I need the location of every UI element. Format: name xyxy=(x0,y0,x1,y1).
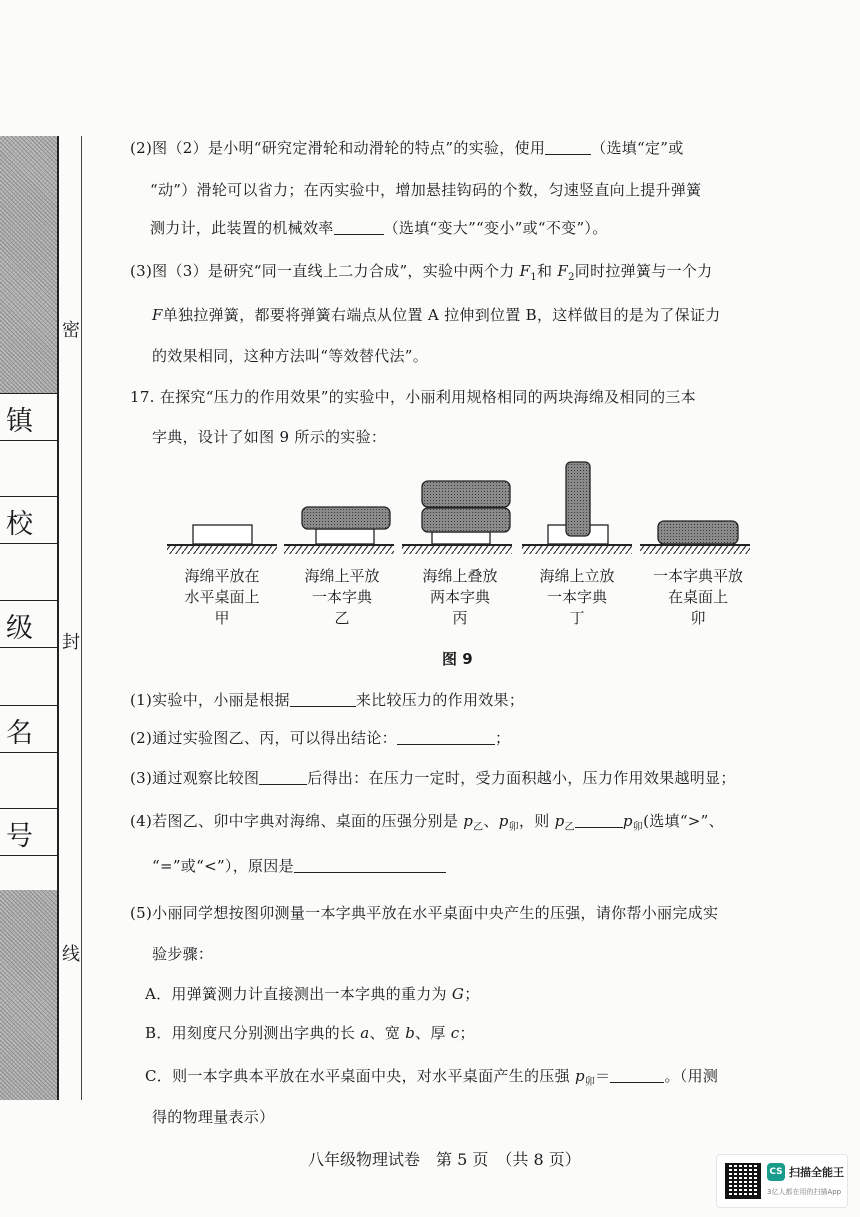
text: 测力计，此装置的机械效率 xyxy=(150,219,334,237)
text: (2)通过实验图乙、丙，可以得出结论： xyxy=(130,729,397,747)
binding-border-inner xyxy=(81,136,82,1100)
label-line: 海绵上平放 xyxy=(304,567,380,585)
q16-part2-line2: “动”）滑轮可以省力；在丙实验中，增加悬挂钩码的个数，匀速竖直向上提升弹簧 xyxy=(150,181,702,199)
field-label-school: 校 xyxy=(6,509,33,540)
text: ＝ xyxy=(595,1067,611,1085)
field-label-number: 号 xyxy=(6,821,33,852)
subscript: 卯 xyxy=(632,822,644,833)
text: (3)通过观察比较图 xyxy=(130,769,260,787)
panel-yi xyxy=(284,507,394,554)
var-p: p xyxy=(574,1067,585,1085)
q17-sub2 xyxy=(130,727,510,748)
qr-code-icon xyxy=(725,1163,761,1199)
figure-label-ding xyxy=(527,566,627,629)
field-label-town: 镇 xyxy=(6,406,33,437)
label-line: 水平桌面上 xyxy=(184,588,260,606)
label-line: 一本字典 xyxy=(546,588,607,606)
text: 、 xyxy=(483,812,499,830)
q17-step-c-line1 xyxy=(145,1065,718,1088)
text: （选填“变大”“变小”或“不变”）。 xyxy=(383,219,608,237)
field-label-class: 级 xyxy=(6,613,33,644)
figure-label-jia xyxy=(172,566,272,629)
q17-step-b xyxy=(145,1022,475,1043)
q16-part3-line2 xyxy=(152,304,721,325)
q17-sub4-line1 xyxy=(130,810,724,833)
q17-stem-line2: 字典，设计了如图 9 所示的实验： xyxy=(152,428,387,446)
label-line: 一本字典 xyxy=(311,588,372,606)
panel-bing xyxy=(402,481,512,554)
text: “=”或“<”），原因是 xyxy=(152,857,294,875)
q16-part3-line1 xyxy=(130,260,712,283)
subscript: 卯 xyxy=(584,1077,596,1088)
var-a: a xyxy=(360,1024,370,1042)
var-c: c xyxy=(450,1024,460,1042)
seal-char-feng: 封 xyxy=(62,632,80,653)
answer-blank[interactable] xyxy=(545,139,591,155)
subscript: 卯 xyxy=(508,822,519,833)
label-line: 海绵平放在 xyxy=(184,567,260,585)
label-line: 卯 xyxy=(690,609,706,627)
q17-sub4-line2 xyxy=(152,855,446,876)
figure-label-mao xyxy=(638,566,758,629)
label-line: 一本字典平放 xyxy=(652,567,743,585)
text: ，则 xyxy=(518,812,555,830)
text: 来比较压力的作用效果； xyxy=(355,691,525,709)
subscript: 2 xyxy=(568,272,575,283)
binding-hatch-bottom xyxy=(0,890,57,1100)
page-footer: 八年级物理试卷 第 5 页 （共 8 页） xyxy=(308,1150,581,1169)
text: (3)图（3）是研究“同一直线上二力合成”，实验中两个力 xyxy=(130,262,520,280)
q17-stem-line1: 17. 在探究“压力的作用效果”的实验中，小丽利用规格相同的两块海绵及相同的三本 xyxy=(130,388,696,406)
figure-title: 图 9 xyxy=(442,650,473,668)
answer-blank[interactable] xyxy=(575,812,623,828)
answer-blank[interactable] xyxy=(259,769,307,785)
binding-border xyxy=(57,136,59,1100)
answer-blank[interactable] xyxy=(397,729,495,745)
label-line: 丁 xyxy=(569,609,585,627)
scanner-app-name: 扫描全能王 xyxy=(789,1166,844,1179)
label-line: 甲 xyxy=(214,609,230,627)
text: (2)图（2）是小明“研究定滑轮和动滑轮的特点”的实验，使用 xyxy=(130,139,546,157)
seal-char-xian: 线 xyxy=(62,944,80,965)
label-line: 海绵上立放 xyxy=(539,567,615,585)
text: (4)若图乙、卯中字典对海绵、桌面的压强分别是 xyxy=(130,812,464,830)
text: （选填“定”或 xyxy=(591,139,684,157)
label-line: 乙 xyxy=(334,609,350,627)
panel-ding xyxy=(522,462,632,554)
q17-sub1 xyxy=(130,689,524,710)
text: 单独拉弹簧，都要将弹簧右端点从位置 A 拉伸到位置 B，这样做目的是为了保证力 xyxy=(162,306,721,324)
var-p: p xyxy=(622,812,633,830)
answer-blank[interactable] xyxy=(294,857,446,873)
panel-jia xyxy=(167,525,277,554)
figure-9-illustration xyxy=(160,455,760,565)
q17-step-a xyxy=(145,983,480,1004)
subscript: 乙 xyxy=(473,822,484,833)
var-p: p xyxy=(554,812,565,830)
q16-part2-line3 xyxy=(150,217,608,238)
scanner-tagline: 3亿人都在用的扫描App xyxy=(767,1188,842,1196)
text: 、宽 xyxy=(369,1024,406,1042)
q17-sub3 xyxy=(130,767,736,788)
var-b: b xyxy=(405,1024,416,1042)
panel-mao xyxy=(640,521,750,554)
field-label-name: 名 xyxy=(6,718,33,749)
figure-label-bing xyxy=(410,566,510,629)
q17-sub5-line2: 验步骤： xyxy=(152,945,214,963)
var-F: F xyxy=(152,306,163,324)
text: ； xyxy=(494,729,511,747)
text: A．用弹簧测力计直接测出一本字典的重力为 xyxy=(145,985,452,1003)
seal-char-mi: 密 xyxy=(62,320,80,341)
q16-part2-line1 xyxy=(130,137,684,158)
answer-blank[interactable] xyxy=(610,1067,664,1083)
var-p: p xyxy=(498,812,509,830)
text: 同时拉弹簧与一个力 xyxy=(574,262,713,280)
text: ； xyxy=(459,1024,475,1042)
var-G: G xyxy=(451,985,465,1003)
label-line: 海绵上叠放 xyxy=(422,567,498,585)
text: 、厚 xyxy=(415,1024,451,1042)
label-line: 两本字典 xyxy=(429,588,490,606)
var-F: F xyxy=(519,262,531,280)
text: 。（用测 xyxy=(664,1067,719,1085)
text: (选填“>”、 xyxy=(643,812,724,830)
scanner-watermark xyxy=(716,1154,848,1208)
text: C．则一本字典本平放在水平桌面中央，对水平桌面产生的压强 xyxy=(145,1067,575,1085)
scanner-logo-badge: CS xyxy=(767,1163,785,1181)
answer-blank[interactable] xyxy=(334,219,384,235)
text: 和 xyxy=(537,262,558,280)
binding-hatch-top xyxy=(0,136,57,393)
label-line: 在桌面上 xyxy=(667,588,728,606)
label-line: 丙 xyxy=(452,609,468,627)
var-F: F xyxy=(557,262,569,280)
q17-step-c-line2: 得的物理量表示） xyxy=(152,1108,275,1126)
text: B．用刻度尺分别测出字典的长 xyxy=(145,1024,361,1042)
text: (1)实验中，小丽是根据 xyxy=(130,691,290,709)
text: ； xyxy=(464,985,480,1003)
figure-label-yi xyxy=(292,566,392,629)
q17-sub5-line1: (5)小丽同学想按图卯测量一本字典平放在水平桌面中央产生的压强，请你帮小丽完成实 xyxy=(130,904,719,922)
subscript: 乙 xyxy=(564,822,575,833)
subscript: 1 xyxy=(530,272,537,283)
var-p: p xyxy=(463,812,474,830)
q16-part3-line3: 的效果相同，这种方法叫“等效替代法”。 xyxy=(152,347,429,365)
answer-blank[interactable] xyxy=(290,691,356,707)
text: 后得出：在压力一定时，受力面积越小，压力作用效果越明显； xyxy=(307,769,736,787)
